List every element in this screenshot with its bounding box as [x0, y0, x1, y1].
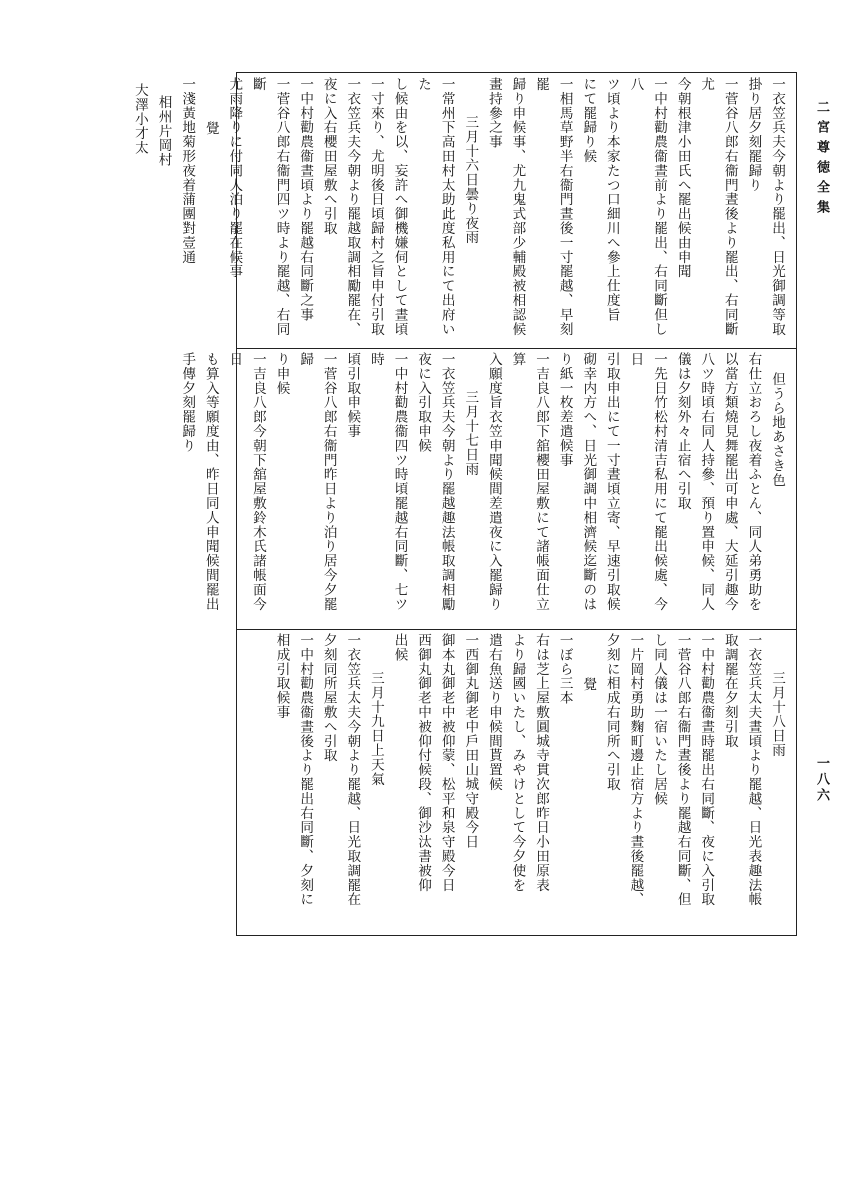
entry: [316, 77, 363, 344]
text-line: 頃引取申候事: [344, 352, 361, 439]
text-line: 一衣笠兵太夫晝頃より罷越、日光表趣法帳: [745, 633, 762, 907]
text-line: 尤雨降りに付同人泊り罷在候事: [226, 77, 243, 279]
running-head: 二宮尊徳全集: [814, 100, 829, 220]
text-band-middle: [179, 348, 796, 630]
text-line: 一中村勸農衞晝前より罷出、右同斷但し八: [627, 77, 668, 337]
entry: [670, 352, 764, 625]
entry: [269, 352, 340, 625]
text-line: 儀は夕刻外々止宿へ引取: [674, 352, 691, 511]
entry: [411, 352, 458, 625]
text-line: 一中村勸農衞晝頃より罷越右同斷之事: [297, 77, 314, 322]
text-line: 一吉良八郎今朝下舘屋敷鈴木氏諸帳面今日: [226, 352, 266, 612]
text-line: 以當方類燒見舞罷出可申處、大延引趣今: [721, 352, 738, 612]
text-line: より歸國いたし、みやけとして今夕使を: [509, 633, 526, 893]
entry: [481, 352, 552, 625]
entry: [670, 77, 741, 344]
text-line: 今朝根津小田氏へ罷出候由申聞: [674, 77, 691, 279]
entry: [646, 633, 693, 931]
text-line: 八ツ時頃右同人持參、預り置申候、同人: [698, 352, 715, 612]
text-line: 砌幸内方へ、日光御調中相濟候迄斷のは: [580, 352, 597, 612]
text-column-flow: [237, 629, 796, 935]
text-line: 一菅谷八郎右衞門昨日より泊り居今夕罷歸: [297, 352, 337, 612]
text-line: 手傳夕刻罷歸り: [179, 352, 196, 453]
text-line: 一衣笠兵夫今朝より罷越取調相勵罷在、: [344, 77, 361, 337]
text-line: 掛り居夕刻罷歸り: [745, 77, 762, 193]
text-line: 一中村勸農衞晝後より罷出右同斷、夕刻に: [297, 633, 314, 907]
text-line: し候由を以、妄許へ御機嫌伺として晝頃: [391, 77, 408, 337]
text-line: 夕刻に相成右同所へ引取: [603, 633, 620, 792]
text-line: り紙一枚差遣候事: [556, 352, 573, 468]
text-line: 一西御丸御老中戶田山城守殿今日: [462, 633, 479, 849]
text-line: 西御丸御老中被仰付候段、御沙汰書被仰: [415, 633, 432, 893]
text-frame: [131, 72, 797, 936]
text-line: 一先日竹松村清吉私用にて罷出候處、今日: [627, 352, 668, 612]
date-heading: 三月十九日上天氣: [367, 671, 384, 787]
date-heading: 三月十七日雨: [462, 390, 479, 477]
text-line: 一吉良八郎下舘櫻田屋敷にて諸帳面仕立算: [509, 352, 550, 612]
location-line: [151, 77, 175, 344]
annotation-note: 但うら地あさき色: [769, 372, 785, 488]
entry: [316, 633, 363, 931]
text-line: 一衣笠兵夫今朝より罷出、日光御調等取: [769, 77, 785, 337]
entry: [387, 633, 481, 931]
text-line: 一衣笠兵太夫今朝より罷越、日光取調罷在: [344, 633, 361, 907]
text-line: 夜に入引取申候: [415, 352, 432, 453]
text-line: 出候: [391, 633, 408, 662]
page-number: 一八六: [814, 756, 829, 804]
entry: [576, 77, 670, 344]
entry: [340, 352, 411, 625]
entry: [293, 77, 317, 344]
text-line: も算入等願度由、昨日同人申聞候間罷出: [202, 352, 219, 612]
text-line: 右仕立おろし夜着ふとん、同人弟勇助を: [745, 352, 762, 612]
text-line: ツ頃より本家たつ口細川へ參上仕度旨: [603, 77, 620, 322]
text-line: 一菅谷八郎右衞門晝後より罷出、右同斷尤: [698, 77, 738, 337]
text-line: 御本丸御老中被仰蒙、松平和泉守殿今日: [438, 633, 455, 893]
text-line: 一菅谷八郎右衞門四ツ時より罷越、右同斷: [249, 77, 290, 337]
signer-name: 大澤小才太: [131, 83, 148, 155]
entry: [363, 77, 457, 344]
entry: [481, 633, 575, 931]
text-line: 一中村勸農衞四ツ時頃罷越右同斷、七ツ時: [367, 352, 408, 612]
text-line: し同人儀は一宿いたし居候: [651, 633, 668, 806]
text-line: 一相馬草野半右衞門晝後一寸罷越、早刻罷: [533, 77, 573, 337]
entry: [222, 77, 293, 344]
text-column-flow: [179, 348, 796, 629]
text-line: 一中村勸農衞晝時罷出右同斷、夜に入引取: [698, 633, 715, 907]
text-line: 一片岡村勇助麴町邊止宿方より晝後罷越、: [627, 633, 644, 907]
memo-heading: 覺: [202, 121, 219, 136]
entry: [269, 633, 316, 931]
text-line: 相成引取候事: [273, 633, 290, 720]
text-line: 引取申出にて一寸晝頃立寄、早速引取候: [603, 352, 620, 612]
memo-entry: [127, 77, 198, 344]
entry: [175, 352, 269, 625]
text-line: り申候: [273, 352, 290, 396]
text-line: 取調罷在夕刻引取: [721, 633, 738, 749]
date-heading: 三月十六日曇り夜雨: [462, 115, 479, 245]
text-column-flow: [131, 73, 796, 348]
memo-heading: 覺: [580, 677, 597, 692]
text-band-upper: [131, 73, 796, 349]
text-line: 一淺黃地菊形夜着蒲團對壹通: [179, 77, 196, 265]
text-line: 一ぼら三本: [556, 633, 573, 705]
entry: [552, 352, 670, 625]
text-line: 右は芝上屋敷圓城寺貫次郎昨日小田原表: [533, 633, 550, 893]
text-line: 一菅谷八郎右衞門晝後より罷越右同斷、但: [674, 633, 691, 907]
text-line: 一寸來り、尤明後日頃歸村之旨申付引取: [367, 77, 384, 337]
entry: [694, 633, 718, 931]
text-line: 一常州下高田村太助此度私用にて出府いた: [415, 77, 455, 337]
entry: [741, 77, 788, 344]
entry: [717, 633, 764, 931]
text-line: 歸り申候事、尤九鬼式部少輔殿被相認候: [509, 77, 526, 337]
text-line: 夜に入右櫻田屋敷へ引取: [320, 77, 337, 236]
text-line: 畫持參之事: [485, 77, 502, 149]
location-label: 相州片岡村: [155, 95, 172, 167]
entry: [481, 77, 575, 344]
text-line: 一衣笠兵夫今朝より罷越趣法帳取調相勵: [438, 352, 455, 612]
text-line: 遣右魚送り申候間貰置候: [485, 633, 502, 792]
text-band-lower: [237, 629, 796, 935]
text-line: 入願度旨衣笠申聞候間差遣夜に入罷歸り: [485, 352, 502, 612]
entry: [599, 633, 646, 931]
text-line: 夕刻同所屋敷へ引取: [320, 633, 337, 763]
text-line: にて罷歸り候: [580, 77, 597, 164]
signer-line: [127, 77, 151, 344]
date-heading: 三月十八日雨: [769, 671, 785, 758]
